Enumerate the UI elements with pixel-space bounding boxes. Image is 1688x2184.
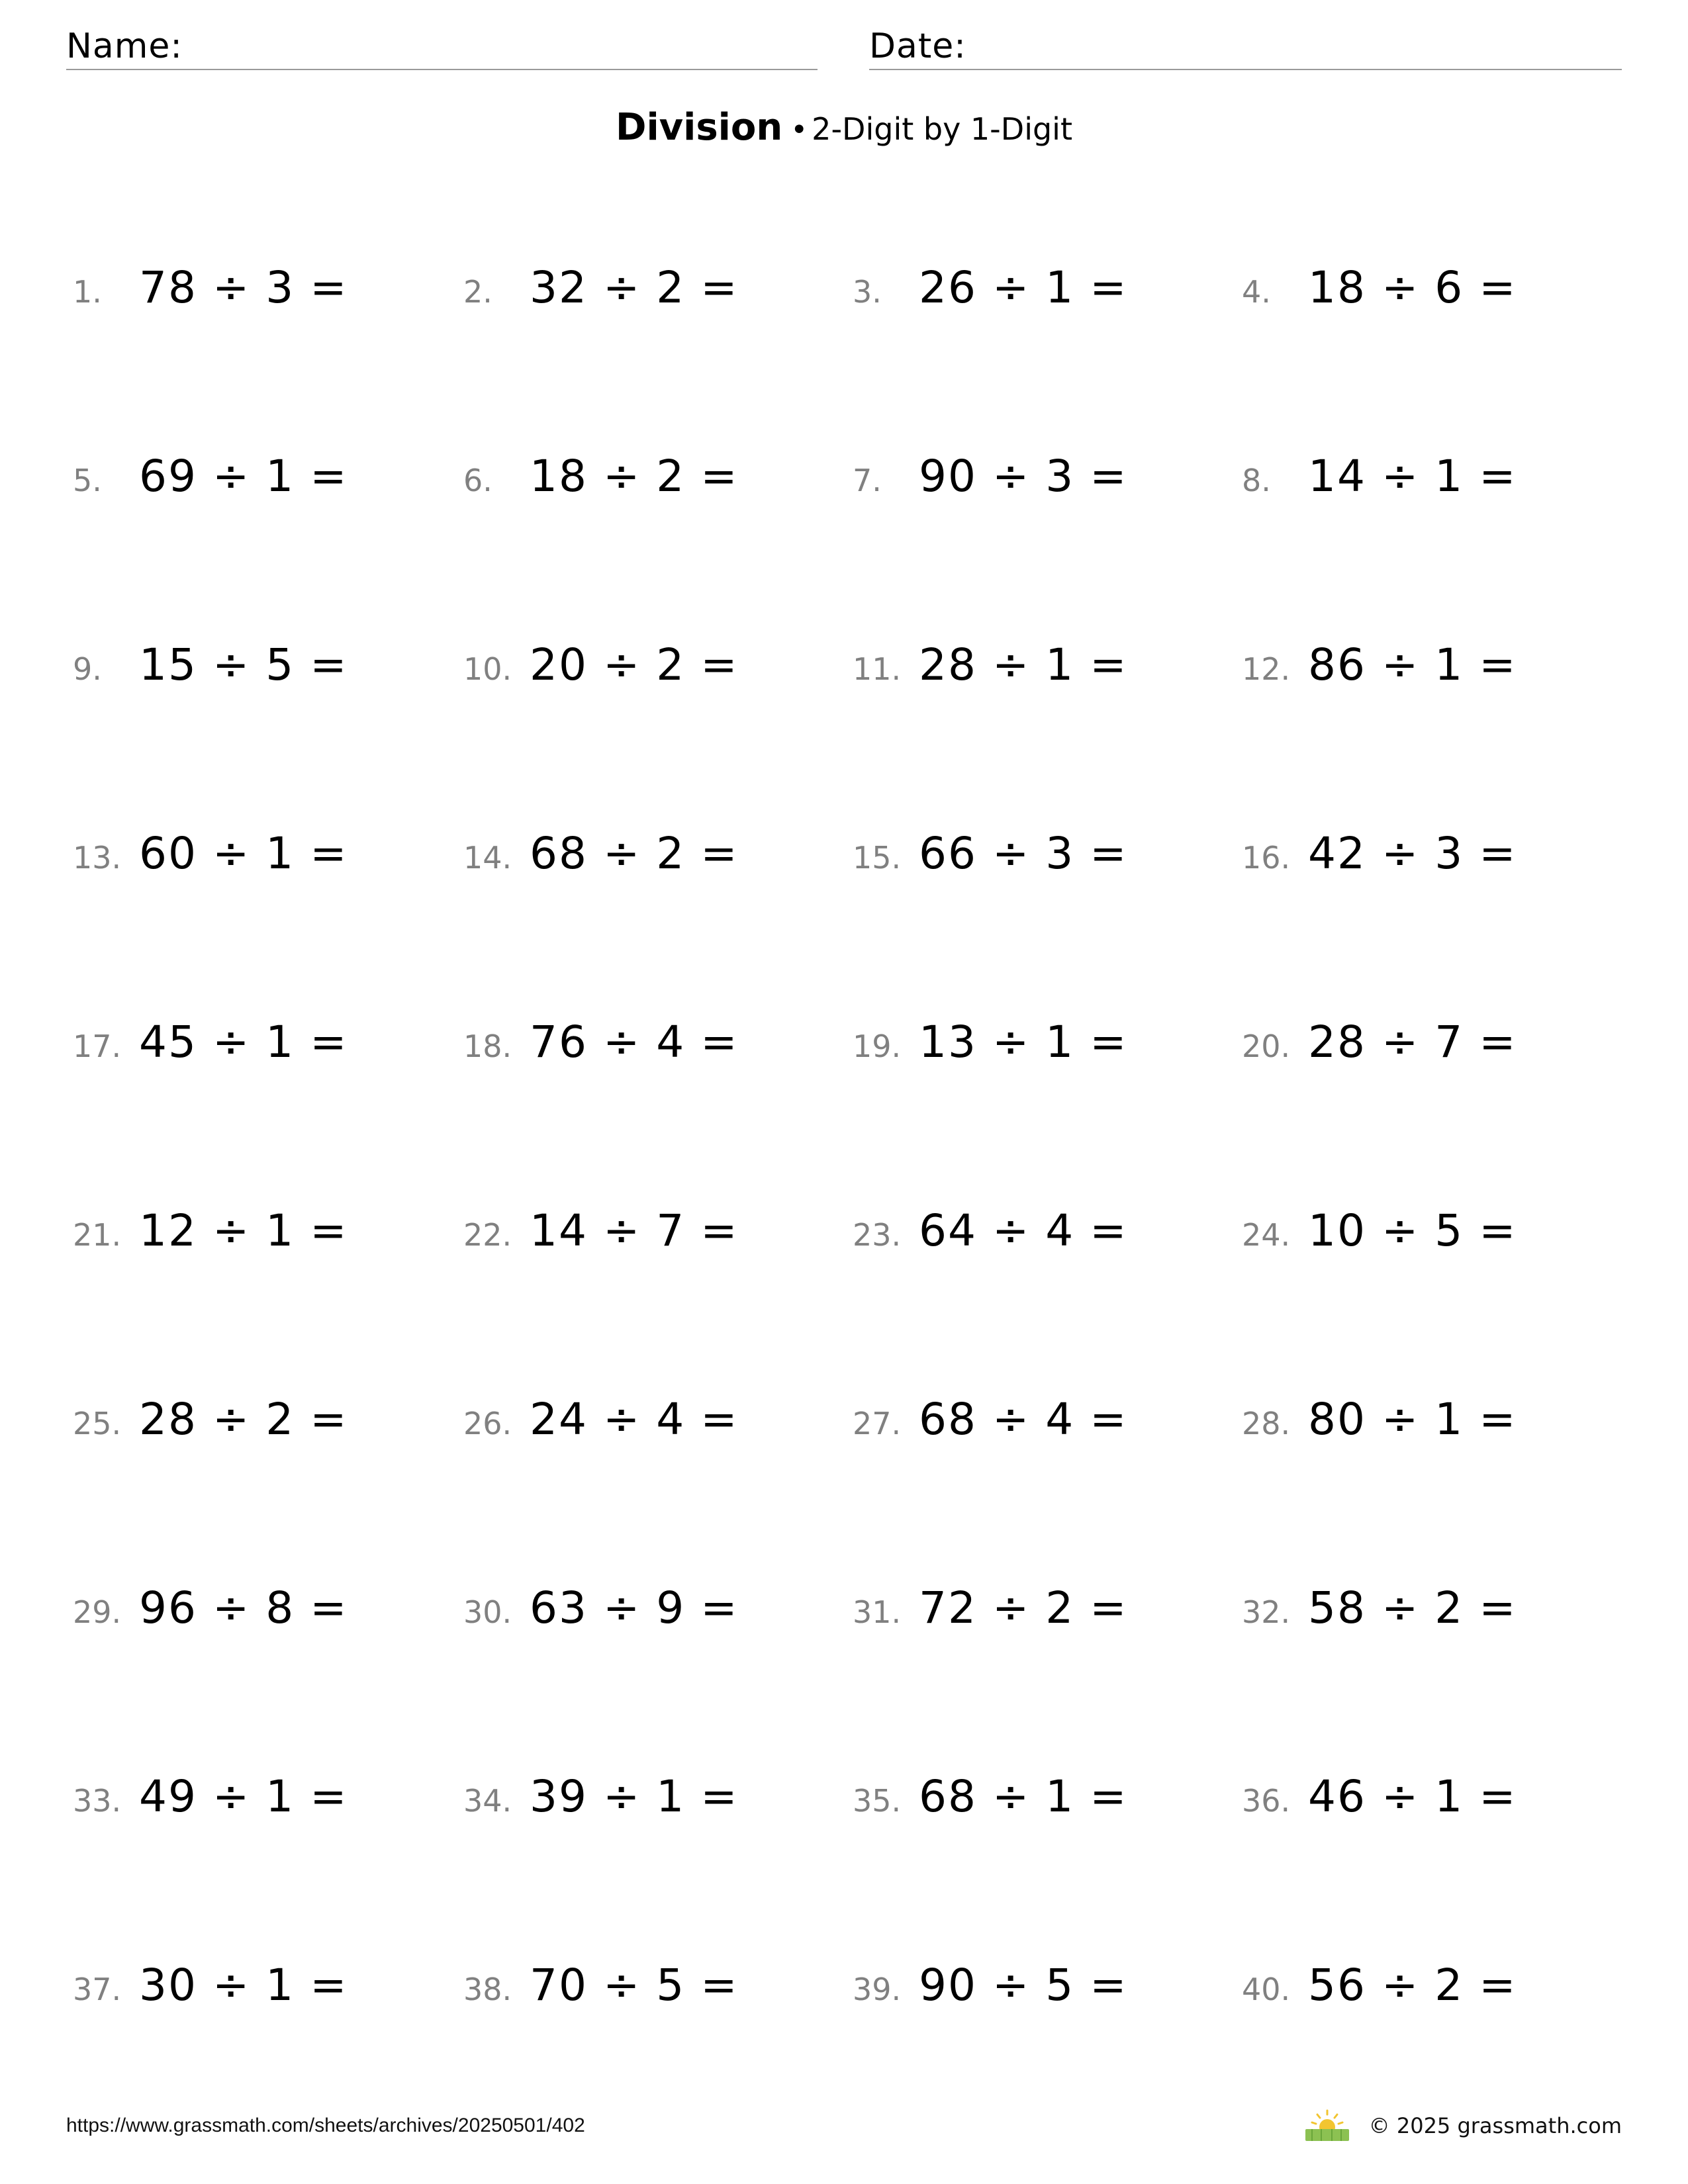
problem-item bbox=[463, 1757, 739, 1837]
problem-number: 19. bbox=[853, 1028, 902, 1064]
problem-number: 20. bbox=[1242, 1028, 1291, 1064]
problem-number: 39. bbox=[853, 1972, 902, 2007]
problem-expression: 28 ÷ 1 = bbox=[919, 639, 1128, 690]
problem-number: 4. bbox=[1242, 274, 1271, 310]
problem-expression: 32 ÷ 2 = bbox=[530, 262, 739, 313]
problem-item bbox=[463, 1946, 739, 2025]
problem-item bbox=[73, 1569, 348, 1648]
problem-item bbox=[1242, 1003, 1517, 1082]
problem-number: 5. bbox=[73, 463, 102, 498]
problem-item bbox=[853, 625, 1128, 705]
problem-item bbox=[73, 814, 348, 893]
problem-item bbox=[1242, 437, 1517, 516]
problem-expression: 90 ÷ 5 = bbox=[919, 1960, 1128, 2011]
problem-item bbox=[853, 814, 1128, 893]
problem-item bbox=[1242, 625, 1517, 705]
footer-url[interactable]: https://www.grassmath.com/sheets/archives/20250501/402 bbox=[66, 2115, 585, 2136]
problem-number: 26. bbox=[463, 1406, 512, 1441]
problem-number: 29. bbox=[73, 1594, 122, 1630]
problem-item bbox=[73, 437, 348, 516]
problem-number: 27. bbox=[853, 1406, 902, 1441]
problem-item bbox=[853, 1569, 1128, 1648]
problem-number: 24. bbox=[1242, 1217, 1291, 1253]
problem-number: 15. bbox=[853, 840, 902, 876]
problem-expression: 96 ÷ 8 = bbox=[139, 1582, 348, 1633]
problem-expression: 18 ÷ 2 = bbox=[530, 451, 739, 502]
problem-expression: 28 ÷ 2 = bbox=[139, 1394, 348, 1445]
problem-number: 34. bbox=[463, 1783, 512, 1819]
problem-item bbox=[463, 248, 739, 328]
problem-number: 38. bbox=[463, 1972, 512, 2007]
problem-number: 17. bbox=[73, 1028, 122, 1064]
problem-item bbox=[1242, 1380, 1517, 1459]
problem-item bbox=[1242, 1569, 1517, 1648]
problem-item bbox=[73, 1191, 348, 1271]
problem-expression: 28 ÷ 7 = bbox=[1308, 1017, 1517, 1068]
problem-expression: 13 ÷ 1 = bbox=[919, 1017, 1128, 1068]
problem-number: 31. bbox=[853, 1594, 902, 1630]
worksheet-title bbox=[0, 106, 1688, 149]
problem-expression: 69 ÷ 1 = bbox=[139, 451, 348, 502]
date-label: Date: bbox=[869, 26, 966, 66]
problem-expression: 10 ÷ 5 = bbox=[1308, 1205, 1517, 1256]
problem-expression: 39 ÷ 1 = bbox=[530, 1771, 739, 1822]
problem-number: 33. bbox=[73, 1783, 122, 1819]
problem-item bbox=[1242, 814, 1517, 893]
problem-item bbox=[73, 1380, 348, 1459]
problem-item bbox=[73, 248, 348, 328]
problem-expression: 14 ÷ 7 = bbox=[530, 1205, 739, 1256]
problem-number: 14. bbox=[463, 840, 512, 876]
problem-expression: 68 ÷ 1 = bbox=[919, 1771, 1128, 1822]
problem-expression: 58 ÷ 2 = bbox=[1308, 1582, 1517, 1633]
footer-brand bbox=[1303, 2106, 1622, 2146]
problem-item bbox=[463, 1191, 739, 1271]
problem-expression: 86 ÷ 1 = bbox=[1308, 639, 1517, 690]
problem-item bbox=[73, 1003, 348, 1082]
problem-number: 7. bbox=[853, 463, 882, 498]
problem-number: 3. bbox=[853, 274, 882, 310]
problem-number: 35. bbox=[853, 1783, 902, 1819]
problem-expression: 72 ÷ 2 = bbox=[919, 1582, 1128, 1633]
problem-item bbox=[463, 625, 739, 705]
problem-expression: 63 ÷ 9 = bbox=[530, 1582, 739, 1633]
problem-expression: 66 ÷ 3 = bbox=[919, 828, 1128, 879]
problem-expression: 26 ÷ 1 = bbox=[919, 262, 1128, 313]
problem-item bbox=[463, 1380, 739, 1459]
problem-expression: 14 ÷ 1 = bbox=[1308, 451, 1517, 502]
problem-item bbox=[853, 1757, 1128, 1837]
problem-item bbox=[1242, 1757, 1517, 1837]
problem-number: 22. bbox=[463, 1217, 512, 1253]
title-separator: • bbox=[790, 113, 808, 147]
problem-expression: 68 ÷ 2 = bbox=[530, 828, 739, 879]
problem-expression: 76 ÷ 4 = bbox=[530, 1017, 739, 1068]
problem-number: 11. bbox=[853, 651, 902, 687]
problem-item bbox=[853, 437, 1128, 516]
problem-number: 10. bbox=[463, 651, 512, 687]
problem-expression: 70 ÷ 5 = bbox=[530, 1960, 739, 2011]
problem-item bbox=[853, 1946, 1128, 2025]
problem-expression: 64 ÷ 4 = bbox=[919, 1205, 1128, 1256]
problem-expression: 80 ÷ 1 = bbox=[1308, 1394, 1517, 1445]
problem-item bbox=[1242, 1946, 1517, 2025]
problem-expression: 68 ÷ 4 = bbox=[919, 1394, 1128, 1445]
problem-expression: 49 ÷ 1 = bbox=[139, 1771, 348, 1822]
title-subtitle: 2-Digit by 1-Digit bbox=[812, 111, 1073, 147]
title-main: Division bbox=[615, 106, 783, 149]
problem-number: 9. bbox=[73, 651, 102, 687]
problem-item bbox=[463, 1003, 739, 1082]
problem-number: 28. bbox=[1242, 1406, 1291, 1441]
date-field[interactable] bbox=[869, 24, 1622, 70]
problem-expression: 45 ÷ 1 = bbox=[139, 1017, 348, 1068]
problem-item bbox=[853, 1003, 1128, 1082]
problem-item bbox=[73, 1757, 348, 1837]
problem-item bbox=[73, 1946, 348, 2025]
problem-expression: 46 ÷ 1 = bbox=[1308, 1771, 1517, 1822]
problem-number: 12. bbox=[1242, 651, 1291, 687]
problem-number: 13. bbox=[73, 840, 122, 876]
problem-number: 8. bbox=[1242, 463, 1271, 498]
name-label: Name: bbox=[66, 26, 183, 66]
problem-number: 6. bbox=[463, 463, 492, 498]
problem-item bbox=[463, 814, 739, 893]
problem-expression: 12 ÷ 1 = bbox=[139, 1205, 348, 1256]
problem-expression: 15 ÷ 5 = bbox=[139, 639, 348, 690]
sun-over-grass-icon bbox=[1303, 2109, 1352, 2142]
problem-number: 40. bbox=[1242, 1972, 1291, 2007]
problem-item bbox=[463, 1569, 739, 1648]
problem-number: 23. bbox=[853, 1217, 902, 1253]
problem-expression: 24 ÷ 4 = bbox=[530, 1394, 739, 1445]
problem-expression: 56 ÷ 2 = bbox=[1308, 1960, 1517, 2011]
problem-number: 16. bbox=[1242, 840, 1291, 876]
problem-number: 1. bbox=[73, 274, 102, 310]
problem-expression: 78 ÷ 3 = bbox=[139, 262, 348, 313]
problem-item bbox=[853, 248, 1128, 328]
problem-expression: 30 ÷ 1 = bbox=[139, 1960, 348, 2011]
problem-expression: 60 ÷ 1 = bbox=[139, 828, 348, 879]
problem-expression: 90 ÷ 3 = bbox=[919, 451, 1128, 502]
problem-number: 2. bbox=[463, 274, 492, 310]
problem-number: 21. bbox=[73, 1217, 122, 1253]
problem-number: 18. bbox=[463, 1028, 512, 1064]
problem-item bbox=[73, 625, 348, 705]
name-field[interactable] bbox=[66, 24, 818, 70]
problem-expression: 18 ÷ 6 = bbox=[1308, 262, 1517, 313]
problem-expression: 42 ÷ 3 = bbox=[1308, 828, 1517, 879]
problem-item bbox=[1242, 1191, 1517, 1271]
problem-item bbox=[853, 1191, 1128, 1271]
problem-number: 37. bbox=[73, 1972, 122, 2007]
problem-expression: 20 ÷ 2 = bbox=[530, 639, 739, 690]
problem-item bbox=[1242, 248, 1517, 328]
problem-number: 32. bbox=[1242, 1594, 1291, 1630]
footer-copyright: © 2025 grassmath.com bbox=[1368, 2113, 1622, 2138]
problem-item bbox=[853, 1380, 1128, 1459]
problem-item bbox=[463, 437, 739, 516]
problem-number: 30. bbox=[463, 1594, 512, 1630]
problem-number: 25. bbox=[73, 1406, 122, 1441]
problem-number: 36. bbox=[1242, 1783, 1291, 1819]
problem-grid bbox=[0, 248, 1688, 2128]
